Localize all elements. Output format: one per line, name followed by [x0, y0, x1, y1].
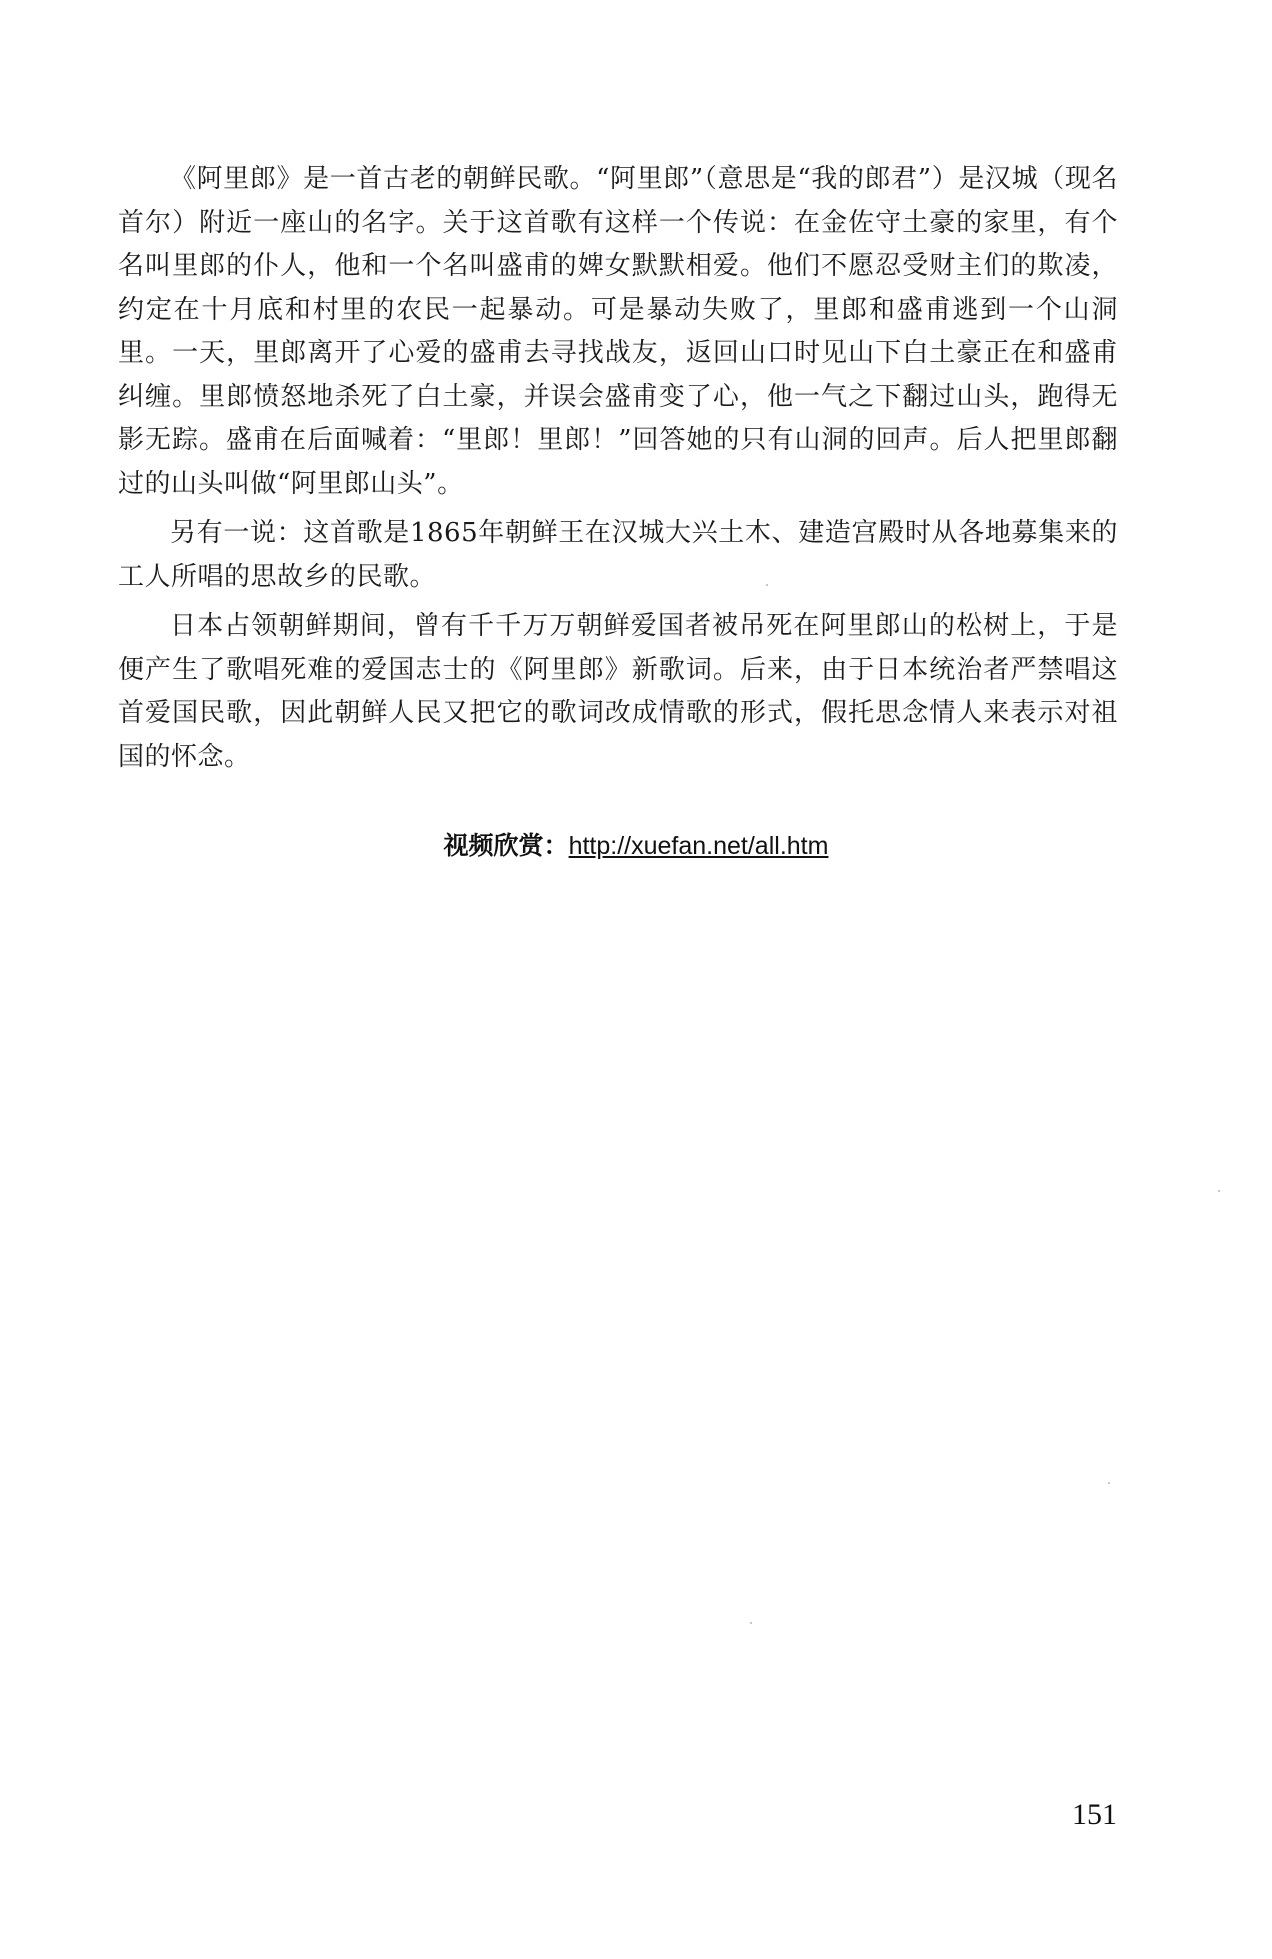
video-appreciation-line	[0, 826, 1272, 862]
scan-speck	[1108, 1482, 1110, 1484]
scan-speck	[1218, 1190, 1220, 1192]
page-number: 151	[1072, 1798, 1117, 1831]
paragraph-occupation-history: 日本占领朝鲜期间，曾有千千万万朝鲜爱国者被吊死在阿里郎山的松树上，于是便产生了歌唱死难的爱国志士的《阿里郎》新歌词。后来，由于日本统治者严禁唱这首爱国民歌，因此朝鲜人民又把它的歌词改成情歌的形式，假托思念情人来表示对祖国的怀念。	[118, 611, 1118, 772]
scan-speck	[766, 584, 768, 586]
video-label: 视频欣赏：	[443, 832, 569, 860]
video-link[interactable]: http://xuefan.net/all.htm	[568, 832, 829, 860]
paragraph-alternative-origin: 另有一说：这首歌是1865年朝鲜王在汉城大兴土木、建造宫殿时从各地募集来的工人所唱的思故乡的民歌。	[118, 518, 1118, 592]
scan-speck	[750, 1622, 752, 1624]
paragraph-legend: 《阿里郎》是一首古老的朝鲜民歌。“阿里郎”（意思是“我的郎君”）是汉城（现名首尔）附近一座山的名字。关于这首歌有这样一个传说：在金佐守土豪的家里，有个名叫里郎的仆人，他和一个名叫盛甫的婢女默默相爱。他们不愿忍受财主们的欺凌，约定在十月底和村里的农民一起暴动。可是暴动失败了，里郎和盛甫逃到一个山洞里。一天，里郎离开了心爱的盛甫去寻找战友，返回山口时见山下白土豪正在和盛甫纠缠。里郎愤怒地杀死了白土豪，并误会盛甫变了心，他一气之下翻过山头，跑得无影无踪。盛甫在后面喊着：“里郎！里郎！”回答她的只有山洞的回声。后人把里郎翻过的山头叫做“阿里郎山头”。	[118, 164, 1118, 499]
body-text	[118, 158, 1118, 785]
